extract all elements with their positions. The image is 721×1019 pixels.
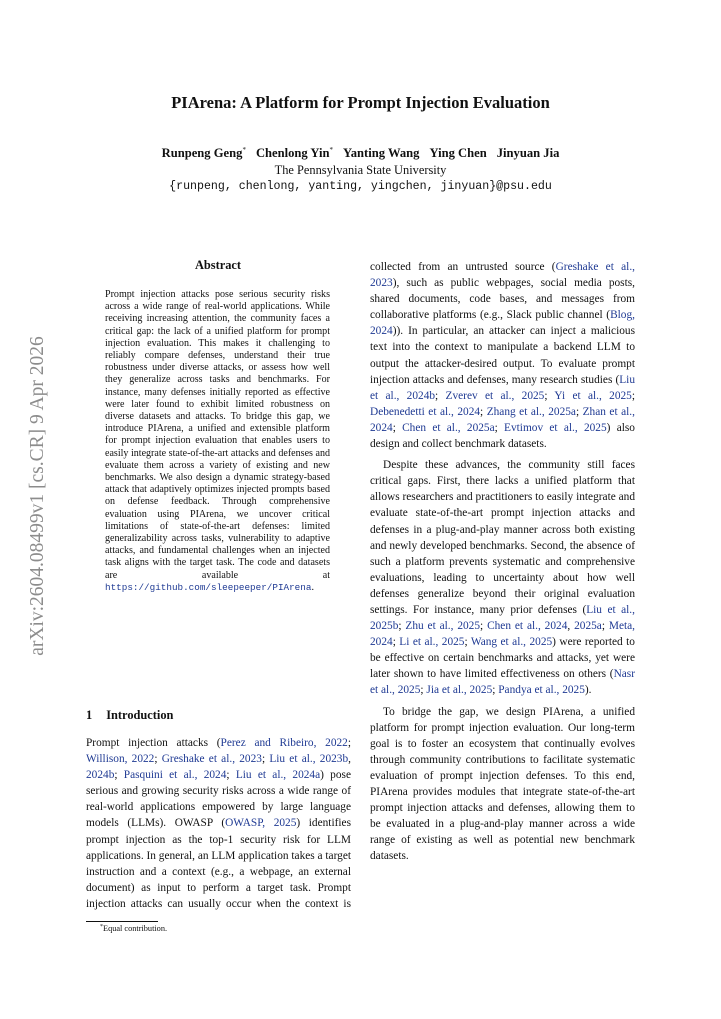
footnote-mark: * <box>100 924 103 930</box>
footnote <box>100 924 167 933</box>
author-emails: {runpeng, chenlong, yanting, yingchen, jinyuan}@psu.edu <box>169 180 552 193</box>
citation-link[interactable]: Chen et al., 2024 <box>487 620 568 633</box>
paragraph-text: ) also design and collect benchmark datasets. <box>370 421 635 451</box>
citation-link[interactable]: 2025a <box>574 620 602 633</box>
author-list <box>0 146 721 161</box>
paragraph-text: ; <box>226 769 236 782</box>
paragraph-text: ; <box>392 421 403 434</box>
section-number: 1 <box>86 708 93 722</box>
abstract-end: . <box>311 581 314 593</box>
citation-link[interactable]: Wang et al., 2025 <box>470 636 553 649</box>
paragraph-text: ; <box>154 753 162 766</box>
paragraph-text: Despite these advances, the community still faces critical gaps. First, there lacks a unified platform that allows researchers and practitioners to easily integrate and evaluate state-of-the-art prompt injection attacks and defenses in a plug-and-play manner across both existing and newly developed benchmarks. Second, the absence of such a platform prevents systematic and comprehensive evaluations, leading to uncertainty about how well defenses generalize beyond their original evaluation settings. For instance, many prior defenses ( <box>370 459 635 616</box>
citation-link[interactable]: Zhang et al., 2025a <box>486 405 576 418</box>
citation-link[interactable]: Zhu et al., 2025 <box>405 620 481 633</box>
paragraph-text: ; <box>601 620 609 633</box>
citation-link[interactable]: Li et al., 2025 <box>399 636 465 649</box>
author-name <box>497 146 560 160</box>
intro-left-column <box>86 735 351 912</box>
citation-link[interactable]: Yi et al., 2025 <box>554 389 632 402</box>
citation-link[interactable]: Meta, 2024 <box>370 620 636 649</box>
paragraph-text: ) pose serious and growing security risks across a wide range of real-world applications empowered by large language models (LLMs). OWASP ( <box>86 769 351 830</box>
citation-link[interactable]: Greshake et al., 2023 <box>370 261 635 290</box>
affiliation: The Pennsylvania State University <box>274 163 447 177</box>
code-repository-link[interactable]: https://github.com/sleepeeper/PIArena <box>105 581 312 593</box>
author-name <box>256 146 333 160</box>
paragraph <box>370 259 635 452</box>
paragraph <box>370 457 635 698</box>
citation-link[interactable]: Greshake et al., 2023 <box>161 753 262 766</box>
citation-link[interactable]: Willison, 2022 <box>86 753 155 766</box>
paragraph-text: , <box>567 620 575 633</box>
paragraph <box>370 704 635 865</box>
paragraph-text: ), such as public webpages, social media posts, shared documents, code bases, and messages from collaborative platforms (e.g., Slack public channel ( <box>370 277 635 322</box>
footnote-text: Equal contribution. <box>103 924 168 933</box>
citation-link[interactable]: Chen et al., 2025a <box>402 421 495 434</box>
paragraph-text: ; <box>494 421 505 434</box>
citation-link[interactable]: Blog, 2024 <box>370 309 635 338</box>
author-name-text: Yanting Wang <box>343 146 420 160</box>
intro-right-column <box>370 259 635 864</box>
paragraph-text: ; <box>544 389 555 402</box>
citation-link[interactable]: Debenedetti et al., 2024 <box>370 405 481 418</box>
paragraph <box>86 735 351 912</box>
paragraph-text: collected from an untrusted source ( <box>370 261 556 273</box>
citation-link[interactable]: 2024b <box>86 769 115 782</box>
author-name-text: Runpeng Geng <box>161 146 243 160</box>
citation-link[interactable]: Liu et al., 2023b <box>269 753 349 766</box>
paragraph-text: ; <box>347 737 351 749</box>
author-name <box>343 146 419 160</box>
paragraph-text: ; <box>575 405 583 418</box>
abstract-body <box>105 289 330 594</box>
paragraph-text: , <box>348 753 351 766</box>
citation-link[interactable]: OWASP, 2025 <box>225 817 297 830</box>
citation-link[interactable]: Nasr et al., 2025 <box>370 668 635 697</box>
footnote-rule <box>86 921 158 922</box>
section-heading-introduction <box>86 708 173 723</box>
paragraph-text: To bridge the gap, we design PIArena, a unified platform for prompt injection evaluation. Our long-term goal is to foster an ecosystem that continually evolves through community contributions to facilitate systematic evaluation of prompt injection defenses. To this end, PIArena provides modules that integrate state-of-the-art prompt injection attacks and defenses, allowing them to be evaluated in a plug-and-play manner across a wide range of existing as well as potential new benchmark datasets. <box>370 705 635 863</box>
paragraph-text: ; <box>420 684 427 697</box>
citation-link[interactable]: Evtimov et al., 2025 <box>504 421 607 434</box>
author-name <box>162 146 246 160</box>
paragraph-text: ; <box>114 769 124 782</box>
section-title: Introduction <box>106 708 174 722</box>
paragraph-text: ; <box>631 389 635 402</box>
paragraph-text: ; <box>435 389 446 402</box>
citation-link[interactable]: Liu et al., 2025b <box>370 603 635 633</box>
citation-link[interactable]: Pasquini et al., 2024 <box>123 769 227 782</box>
abstract-text: Prompt injection attacks pose serious security risks across a wide range of real-world applications. While receiving increasing attention, the community faces a critical gap: the lack of a unified platform for prompt injection evaluation. This makes it challenging to reliably compare defenses, understand their true robustness under diverse attacks, or assess how well they generalize across tasks and benchmarks. For instance, many defenses initially reported as effective were later found to exhibit limited robustness on diverse datasets and attacks. To bridge this gap, we introduce PIArena, a unified and extensible platform for prompt injection evaluation that enables users to easily integrate state-of-the-art attacks and defenses and evaluate them across a variety of existing and new benchmarks. We also design a dynamic strategy-based attack that adaptively optimizes injected prompts based on defense feedback. Through comprehensive evaluation using PIArena, we uncover critical limitations of state-of-the-art defenses: limited generalizability across tasks, vulnerability to adaptive attacks, and fundamental challenges when an injected task aligns with the target task. The code and datasets are available at <box>105 289 330 581</box>
paragraph-text: ; <box>392 636 400 649</box>
equal-contribution-mark: * <box>242 146 246 154</box>
paragraph-text: ; <box>492 684 499 697</box>
citation-link[interactable]: Liu et al., 2024a <box>235 769 321 782</box>
author-name-text: Chenlong Yin <box>255 146 330 160</box>
paragraph-text: ). <box>584 684 592 697</box>
author-name-text: Jinyuan Jia <box>496 146 560 160</box>
paragraph-text: ; <box>261 753 270 766</box>
citation-link[interactable]: Liu et al., 2024b <box>370 373 635 402</box>
paper-title: PIArena: A Platform for Prompt Injection Evaluation <box>171 93 550 112</box>
citation-link[interactable]: Jia et al., 2025 <box>426 684 493 697</box>
abstract-heading: Abstract <box>194 258 242 272</box>
paragraph-text: ; <box>480 405 487 418</box>
equal-contribution-mark: * <box>329 146 334 154</box>
citation-link[interactable]: Zverev et al., 2025 <box>445 389 545 402</box>
paragraph-text: ) were reported to be effective on certain benchmarks and attacks, yet were later shown to have limited effectiveness on others ( <box>370 636 635 681</box>
author-name-text: Ying Chen <box>429 146 487 160</box>
citation-link[interactable]: Zhan et al., 2024 <box>370 405 635 434</box>
paragraph-text: Prompt injection attacks ( <box>86 737 221 749</box>
paragraph-text: )). In particular, an attacker can inject a malicious text into the context to manipulate a backend LLM to output the attacker-desired output. To evaluate prompt injection attacks and defenses, many research studies ( <box>370 325 635 386</box>
citation-link[interactable]: Perez and Ribeiro, 2022 <box>220 737 348 749</box>
paragraph-text: ) identifies prompt injection as the top-1 security risk for LLM applications. In general, an LLM application takes a target instruction and a context (e.g., a webpage, an external document) as input to perform a target task. Prompt injection attacks can usually occur when the context is <box>86 817 352 910</box>
citation-link[interactable]: Pandya et al., 2025 <box>498 684 585 697</box>
paragraph-text: ; <box>398 620 406 633</box>
arxiv-identifier-text: arXiv:2604.08499v1 [cs.CR] 9 Apr 2026 <box>27 336 48 656</box>
author-name <box>429 146 486 160</box>
paragraph-text: ; <box>480 620 488 633</box>
paragraph-text: ; <box>464 636 471 649</box>
